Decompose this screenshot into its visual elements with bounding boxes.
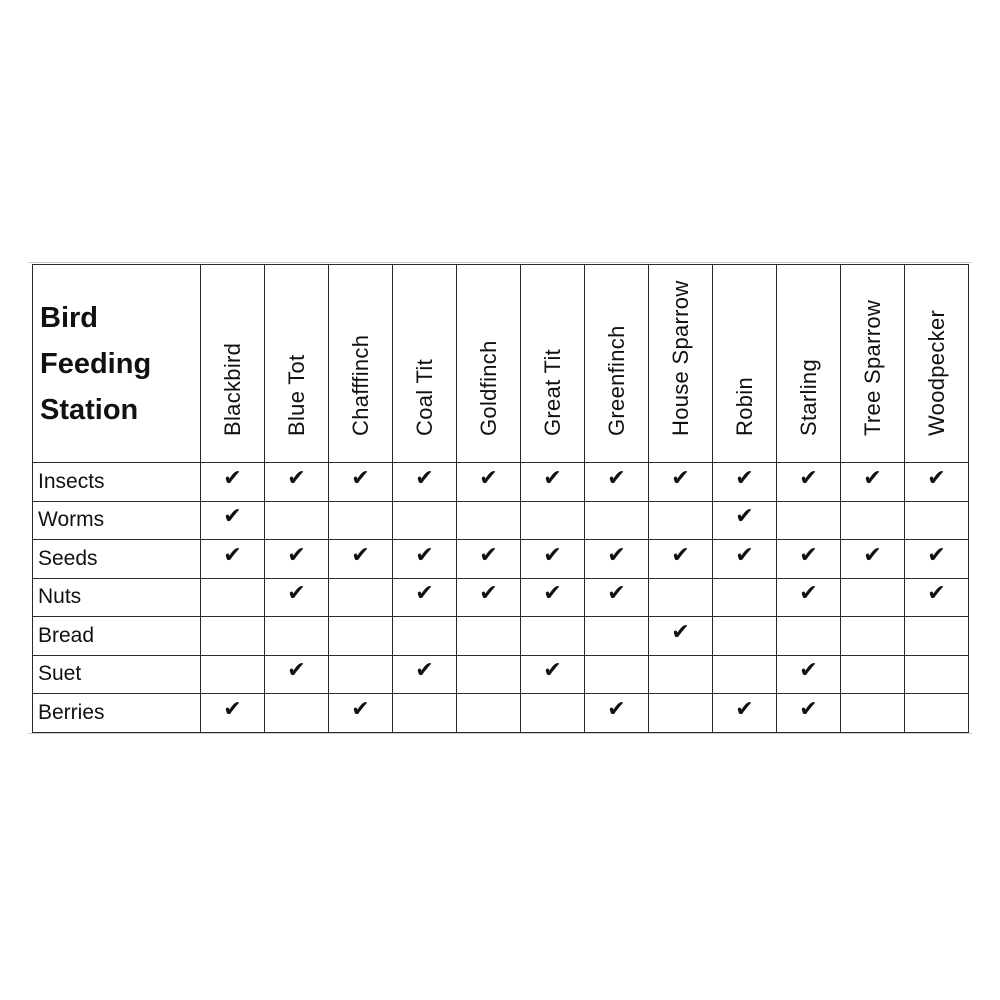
feeding-cell xyxy=(649,540,713,579)
food-name: Insects xyxy=(33,463,201,502)
feeding-cell xyxy=(393,694,457,733)
feeding-cell xyxy=(585,501,649,540)
feeding-cell xyxy=(457,578,521,617)
check-icon: ✔ xyxy=(479,465,498,491)
feeding-cell xyxy=(329,694,393,733)
check-icon: ✔ xyxy=(223,465,242,491)
feeding-cell xyxy=(841,463,905,502)
feeding-cell xyxy=(649,655,713,694)
bird-column-header xyxy=(713,265,777,463)
feeding-cell xyxy=(777,617,841,656)
check-icon: ✔ xyxy=(927,465,946,491)
bird-column-header xyxy=(265,265,329,463)
table-row xyxy=(33,694,969,733)
check-icon: ✔ xyxy=(927,581,946,607)
feeding-cell xyxy=(585,540,649,579)
check-icon: ✔ xyxy=(607,465,626,491)
feeding-cell xyxy=(265,463,329,502)
feeding-cell xyxy=(777,694,841,733)
feeding-cell xyxy=(713,578,777,617)
feeding-cell xyxy=(841,578,905,617)
check-icon: ✔ xyxy=(735,696,754,722)
gridline-top xyxy=(28,262,972,263)
feeding-cell xyxy=(905,463,969,502)
table-row xyxy=(33,540,969,579)
feeding-cell xyxy=(393,540,457,579)
check-icon: ✔ xyxy=(543,465,562,491)
bird-name: Tree Sparrow xyxy=(859,299,885,436)
bird-column-header xyxy=(905,265,969,463)
feeding-cell xyxy=(585,578,649,617)
table-row xyxy=(33,655,969,694)
feeding-cell xyxy=(201,463,265,502)
bird-name: Chafffinch xyxy=(347,334,373,436)
check-icon: ✔ xyxy=(735,504,754,530)
bird-column-header xyxy=(201,265,265,463)
check-icon: ✔ xyxy=(735,542,754,568)
table-row xyxy=(33,463,969,502)
check-icon: ✔ xyxy=(863,465,882,491)
check-icon: ✔ xyxy=(799,465,818,491)
check-icon: ✔ xyxy=(415,581,434,607)
feeding-cell xyxy=(329,578,393,617)
feeding-cell xyxy=(777,578,841,617)
feeding-cell xyxy=(649,617,713,656)
check-icon: ✔ xyxy=(351,696,370,722)
feeding-cell xyxy=(521,578,585,617)
feeding-cell xyxy=(713,655,777,694)
bird-name: Coal Tit xyxy=(411,359,437,436)
feeding-cell xyxy=(841,617,905,656)
feeding-cell xyxy=(457,501,521,540)
feeding-cell xyxy=(841,694,905,733)
check-icon: ✔ xyxy=(415,465,434,491)
check-icon: ✔ xyxy=(799,542,818,568)
feeding-cell xyxy=(777,463,841,502)
feeding-cell xyxy=(585,617,649,656)
table-row xyxy=(33,617,969,656)
feeding-cell xyxy=(905,540,969,579)
feeding-cell xyxy=(713,540,777,579)
feeding-cell xyxy=(201,578,265,617)
feeding-cell xyxy=(329,655,393,694)
feeding-cell xyxy=(841,501,905,540)
feeding-cell xyxy=(585,655,649,694)
feeding-cell xyxy=(905,578,969,617)
check-icon: ✔ xyxy=(671,619,690,645)
bird-column-header xyxy=(457,265,521,463)
feeding-cell xyxy=(201,694,265,733)
feeding-cell xyxy=(201,501,265,540)
bird-feeding-table xyxy=(32,264,969,733)
feeding-cell xyxy=(393,463,457,502)
feeding-cell xyxy=(521,694,585,733)
feeding-cell xyxy=(521,655,585,694)
table-title xyxy=(33,265,201,463)
bird-column-header xyxy=(649,265,713,463)
feeding-cell xyxy=(713,463,777,502)
title-line: Bird xyxy=(40,301,98,334)
feeding-cell xyxy=(457,694,521,733)
feeding-cell xyxy=(265,578,329,617)
check-icon: ✔ xyxy=(351,542,370,568)
bird-column-header xyxy=(841,265,905,463)
feeding-cell xyxy=(521,540,585,579)
bird-name: Great Tit xyxy=(539,348,565,436)
feeding-cell xyxy=(265,540,329,579)
table-row xyxy=(33,501,969,540)
feeding-cell xyxy=(393,501,457,540)
feeding-cell xyxy=(841,655,905,694)
check-icon: ✔ xyxy=(415,542,434,568)
food-name: Bread xyxy=(33,617,201,656)
gridline-bottom xyxy=(28,733,972,734)
feeding-cell xyxy=(585,694,649,733)
feeding-cell xyxy=(329,617,393,656)
feeding-cell xyxy=(649,694,713,733)
bird-column-header xyxy=(329,265,393,463)
check-icon: ✔ xyxy=(287,658,306,684)
feeding-cell xyxy=(713,501,777,540)
food-name: Seeds xyxy=(33,540,201,579)
feeding-cell xyxy=(777,540,841,579)
feeding-cell xyxy=(393,578,457,617)
bird-column-header xyxy=(585,265,649,463)
feeding-cell xyxy=(393,617,457,656)
feeding-cell xyxy=(329,501,393,540)
check-icon: ✔ xyxy=(223,542,242,568)
title-line: Feeding xyxy=(40,347,152,380)
feeding-cell xyxy=(265,694,329,733)
food-name: Suet xyxy=(33,655,201,694)
feeding-cell xyxy=(521,617,585,656)
bird-name: Greenfinch xyxy=(603,325,629,436)
bird-column-header xyxy=(393,265,457,463)
check-icon: ✔ xyxy=(863,542,882,568)
feeding-cell xyxy=(201,617,265,656)
check-icon: ✔ xyxy=(223,696,242,722)
feeding-cell xyxy=(393,655,457,694)
feeding-cell xyxy=(905,501,969,540)
feeding-cell xyxy=(905,617,969,656)
food-name: Worms xyxy=(33,501,201,540)
bird-name: Robin xyxy=(731,377,757,436)
check-icon: ✔ xyxy=(607,581,626,607)
check-icon: ✔ xyxy=(287,581,306,607)
check-icon: ✔ xyxy=(607,542,626,568)
feeding-cell xyxy=(905,655,969,694)
feeding-cell xyxy=(265,501,329,540)
check-icon: ✔ xyxy=(351,465,370,491)
feeding-cell xyxy=(713,617,777,656)
check-icon: ✔ xyxy=(735,465,754,491)
feeding-cell xyxy=(841,540,905,579)
feeding-cell xyxy=(457,617,521,656)
feeding-cell xyxy=(649,463,713,502)
bird-name: Woodpecker xyxy=(923,309,949,436)
check-icon: ✔ xyxy=(607,696,626,722)
feeding-cell xyxy=(329,540,393,579)
feeding-cell xyxy=(777,655,841,694)
bird-name: House Sparrow xyxy=(667,280,693,436)
check-icon: ✔ xyxy=(479,542,498,568)
check-icon: ✔ xyxy=(543,581,562,607)
bird-name: Blackbird xyxy=(219,342,245,436)
feeding-cell xyxy=(777,501,841,540)
feeding-cell xyxy=(201,540,265,579)
check-icon: ✔ xyxy=(415,658,434,684)
feeding-cell xyxy=(265,617,329,656)
check-icon: ✔ xyxy=(671,542,690,568)
bird-column-header xyxy=(777,265,841,463)
bird-name: Goldfinch xyxy=(475,340,501,436)
feeding-cell xyxy=(585,463,649,502)
check-icon: ✔ xyxy=(223,504,242,530)
check-icon: ✔ xyxy=(799,581,818,607)
feeding-cell xyxy=(649,501,713,540)
food-name: Berries xyxy=(33,694,201,733)
feeding-cell xyxy=(521,501,585,540)
header-row xyxy=(33,265,969,463)
table-row xyxy=(33,578,969,617)
feeding-cell xyxy=(457,655,521,694)
check-icon: ✔ xyxy=(799,696,818,722)
feeding-cell xyxy=(905,694,969,733)
feeding-cell xyxy=(201,655,265,694)
feeding-cell xyxy=(457,463,521,502)
check-icon: ✔ xyxy=(543,542,562,568)
check-icon: ✔ xyxy=(927,542,946,568)
check-icon: ✔ xyxy=(287,542,306,568)
bird-name: Blue Tot xyxy=(283,354,309,436)
feeding-cell xyxy=(265,655,329,694)
check-icon: ✔ xyxy=(543,658,562,684)
title-line: Station xyxy=(40,393,139,426)
feeding-cell xyxy=(713,694,777,733)
bird-column-header xyxy=(521,265,585,463)
check-icon: ✔ xyxy=(799,658,818,684)
check-icon: ✔ xyxy=(479,581,498,607)
check-icon: ✔ xyxy=(671,465,690,491)
bird-name: Starling xyxy=(795,359,821,436)
feeding-cell xyxy=(329,463,393,502)
food-name: Nuts xyxy=(33,578,201,617)
feeding-cell xyxy=(521,463,585,502)
feeding-cell xyxy=(457,540,521,579)
feeding-cell xyxy=(649,578,713,617)
check-icon: ✔ xyxy=(287,465,306,491)
